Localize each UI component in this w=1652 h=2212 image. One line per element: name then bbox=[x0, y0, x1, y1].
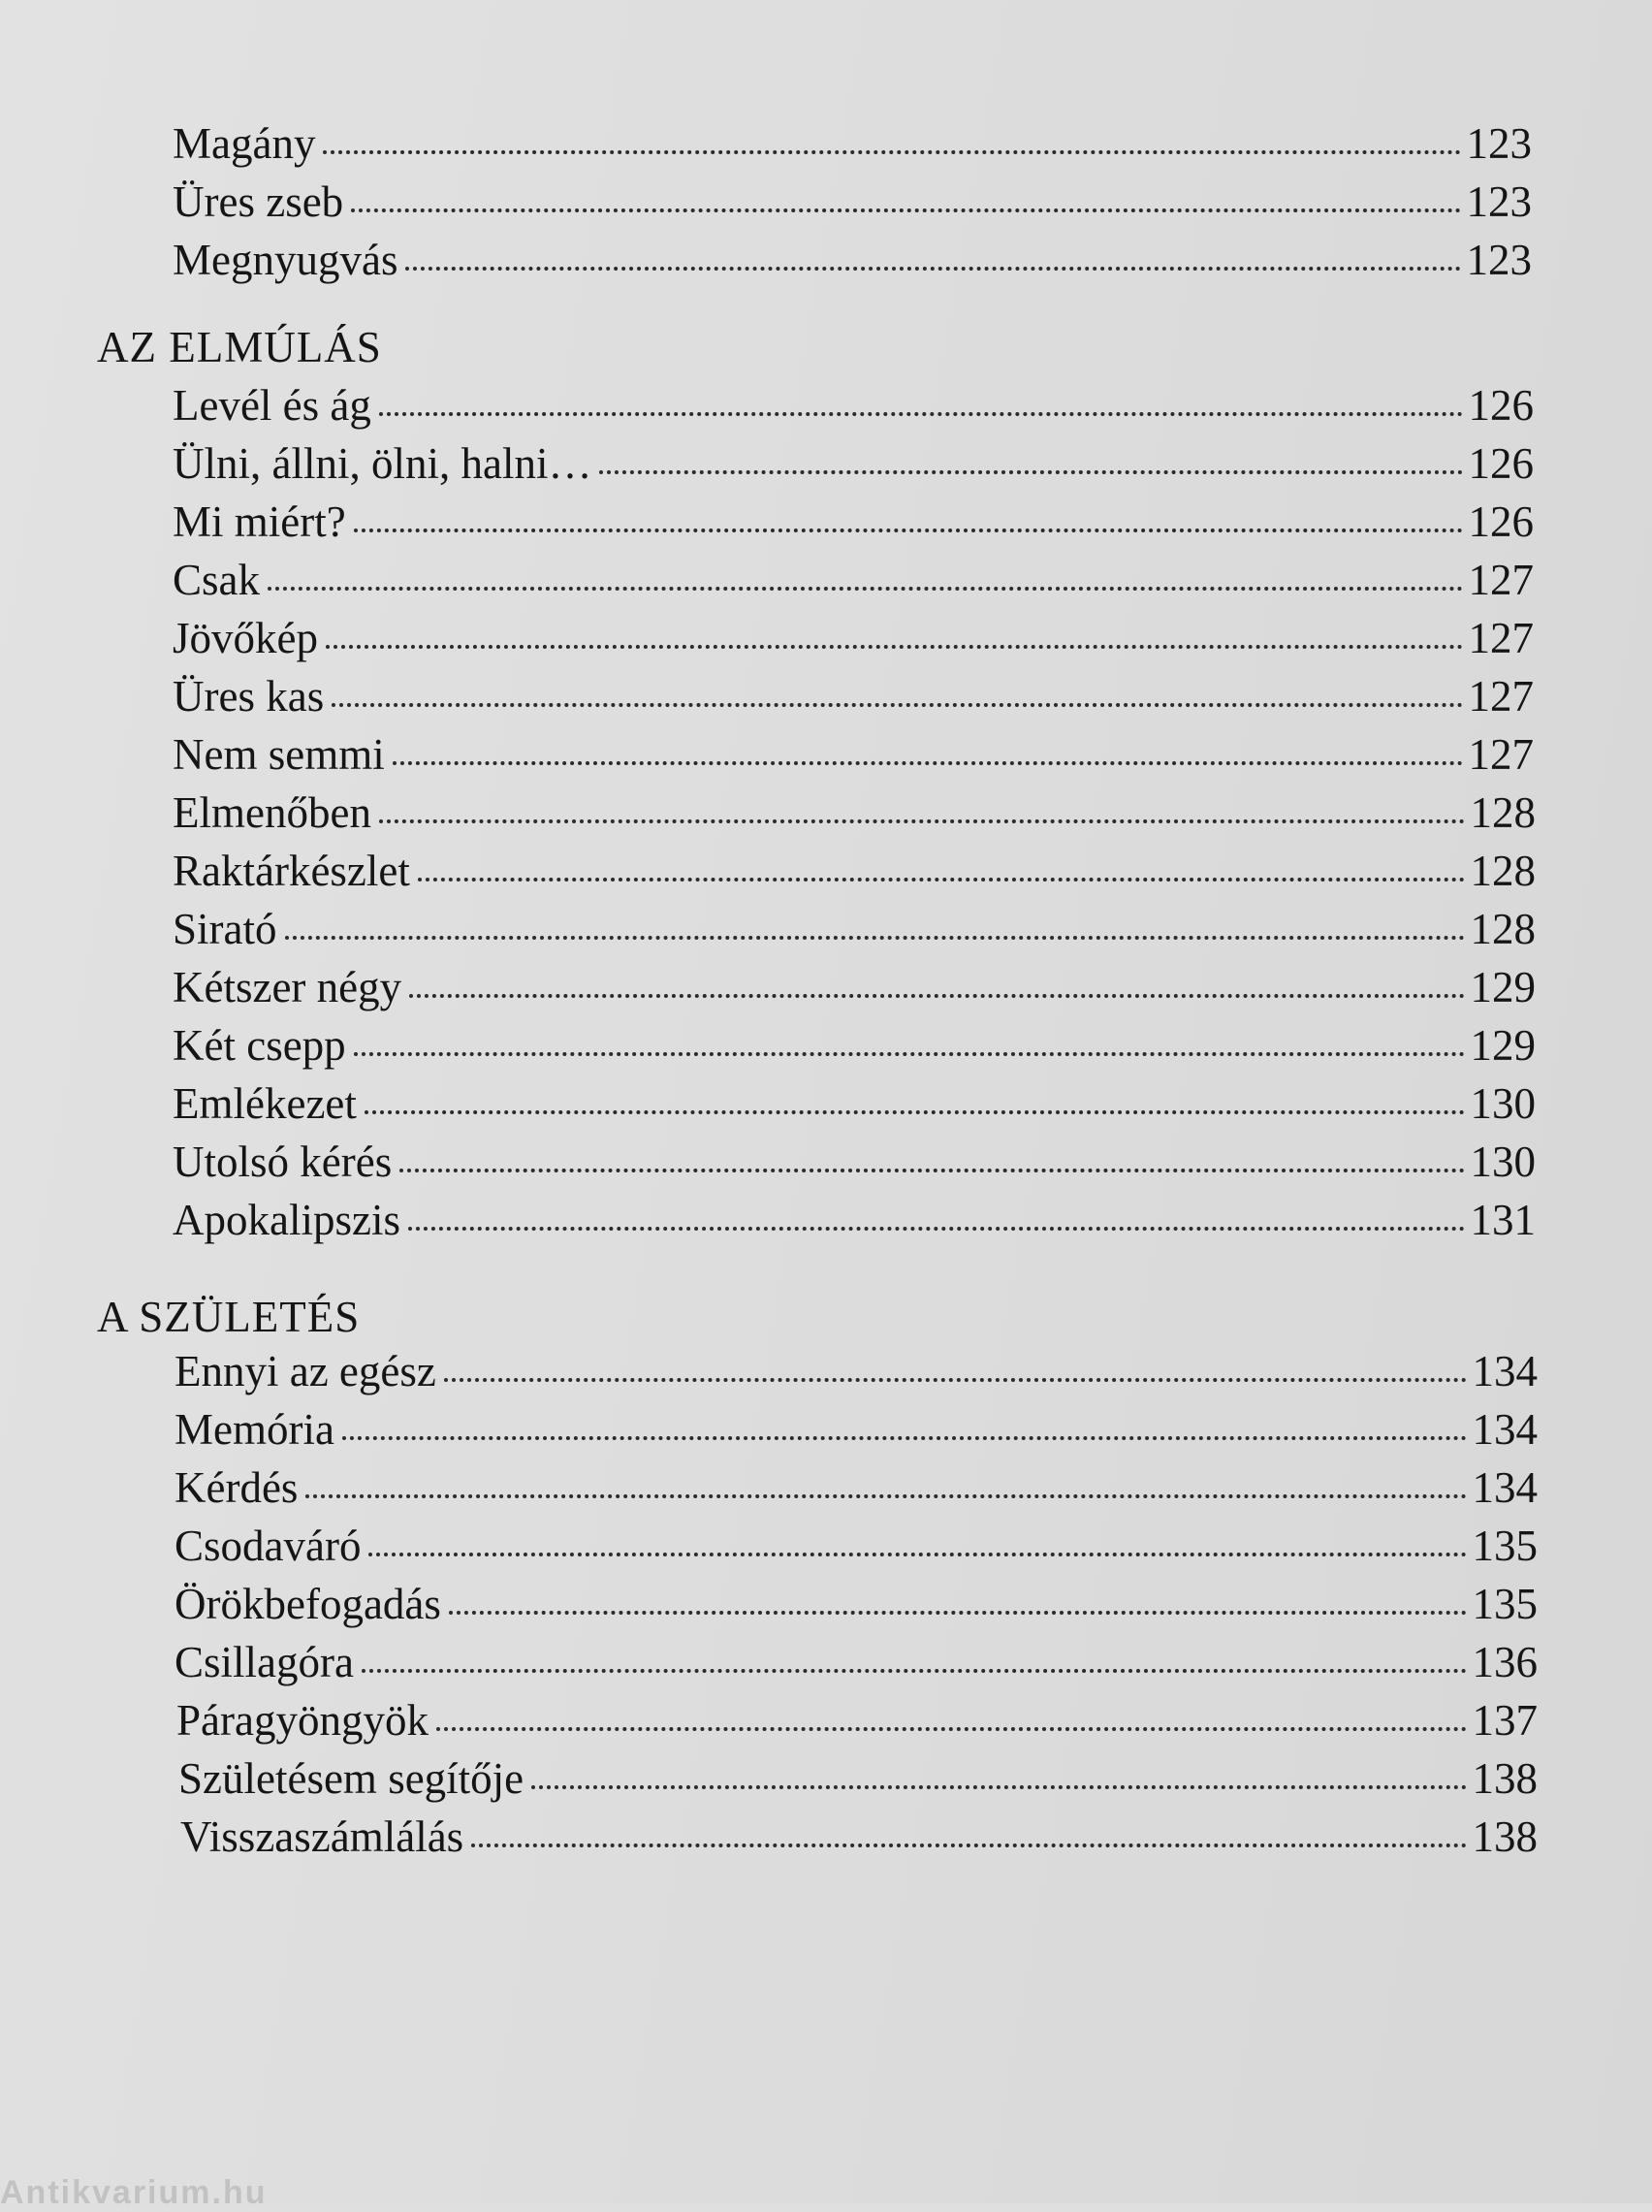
toc-entry-page: 134 bbox=[1472, 1463, 1538, 1512]
dot-leader bbox=[399, 1169, 1464, 1172]
toc-entry-page: 138 bbox=[1472, 1812, 1538, 1861]
toc-entry-page: 129 bbox=[1470, 1021, 1536, 1070]
toc-entry-page: 136 bbox=[1472, 1638, 1538, 1686]
toc-entry-title: Örökbefogadás bbox=[175, 1580, 441, 1628]
toc-entry-title: Ennyi az egész bbox=[175, 1347, 436, 1395]
toc-entry bbox=[173, 1016, 1536, 1074]
toc-entry-page: 127 bbox=[1468, 672, 1534, 721]
toc-entry bbox=[173, 900, 1536, 958]
toc-entry bbox=[175, 1517, 1538, 1575]
toc-entry-page: 134 bbox=[1472, 1347, 1538, 1395]
watermark-text: Antikvarium.hu bbox=[0, 2174, 268, 2211]
toc-entry-title: Elmenőben bbox=[173, 788, 371, 837]
dot-leader bbox=[326, 645, 1463, 649]
toc-entry-page: 128 bbox=[1470, 905, 1536, 953]
toc-entry-page: 123 bbox=[1466, 236, 1532, 284]
dot-leader bbox=[379, 412, 1463, 416]
toc-entry bbox=[173, 376, 1534, 434]
dot-leader bbox=[354, 1052, 1465, 1056]
toc-entry-page: 128 bbox=[1470, 847, 1536, 895]
toc-entry-title: Két csepp bbox=[173, 1021, 346, 1070]
toc-entry-title: Levél és ág bbox=[173, 381, 371, 430]
toc-entry-page: 123 bbox=[1466, 177, 1532, 226]
dot-leader bbox=[351, 208, 1460, 212]
dot-leader bbox=[305, 1494, 1466, 1498]
dot-leader bbox=[285, 936, 1465, 940]
toc-entry-page: 138 bbox=[1472, 1754, 1538, 1803]
toc-entry-title: Jövőkép bbox=[173, 614, 318, 662]
dot-leader bbox=[409, 994, 1464, 998]
toc-entry-page: 126 bbox=[1468, 439, 1534, 488]
dot-leader bbox=[393, 761, 1463, 765]
toc-entry-title: Csodaváró bbox=[175, 1522, 362, 1570]
toc-entry-title: Üres kas bbox=[173, 672, 325, 721]
toc-entry bbox=[175, 1459, 1538, 1517]
toc-entry bbox=[173, 1191, 1536, 1249]
section-heading: A SZÜLETÉS bbox=[97, 1293, 361, 1341]
toc-entry bbox=[180, 1808, 1538, 1866]
toc-entry bbox=[173, 1074, 1536, 1133]
toc-entry-title: Raktárkészlet bbox=[173, 847, 410, 895]
dot-leader bbox=[379, 819, 1465, 823]
toc-entry-page: 126 bbox=[1468, 497, 1534, 546]
toc-entry-title: Nem semmi bbox=[173, 730, 385, 779]
toc-entry bbox=[173, 551, 1534, 609]
toc-entry-title: Mi miért? bbox=[173, 497, 346, 546]
toc-entry-title: Páragyöngyök bbox=[176, 1696, 429, 1745]
toc-entry-page: 135 bbox=[1472, 1522, 1538, 1570]
toc-entry-title: Csak bbox=[173, 556, 260, 604]
toc-entry bbox=[173, 784, 1536, 842]
toc-entry-page: 127 bbox=[1468, 614, 1534, 662]
toc-entry bbox=[173, 609, 1534, 667]
toc-entry-title: Memória bbox=[175, 1405, 334, 1454]
dot-leader bbox=[418, 878, 1465, 882]
toc-entry bbox=[173, 173, 1532, 231]
toc-entry bbox=[173, 842, 1536, 900]
dot-leader bbox=[332, 703, 1462, 707]
dot-leader bbox=[342, 1436, 1467, 1440]
toc-entry-page: 135 bbox=[1472, 1580, 1538, 1628]
toc-entry bbox=[173, 725, 1534, 784]
toc-entry-page: 127 bbox=[1468, 556, 1534, 604]
toc-entry-title: Visszaszámlálás bbox=[180, 1812, 464, 1861]
dot-leader bbox=[531, 1785, 1466, 1789]
toc-entry-title: Születésem segítője bbox=[178, 1754, 524, 1803]
toc-entry bbox=[173, 1133, 1536, 1191]
dot-leader bbox=[471, 1843, 1466, 1847]
toc-entry-page: 127 bbox=[1468, 730, 1534, 779]
toc-entry-page: 131 bbox=[1470, 1196, 1536, 1244]
toc-entry bbox=[178, 1749, 1538, 1808]
dot-leader bbox=[449, 1611, 1467, 1615]
toc-entry bbox=[173, 958, 1536, 1016]
section-heading: AZ ELMÚLÁS bbox=[97, 323, 382, 371]
toc-entry-page: 128 bbox=[1470, 788, 1536, 837]
toc-entry-title: Magány bbox=[173, 119, 316, 168]
dot-leader bbox=[405, 267, 1460, 271]
toc-entry-title: Utolsó kérés bbox=[173, 1138, 393, 1186]
toc-entry-title: Sirató bbox=[173, 905, 277, 953]
toc-entry bbox=[175, 1342, 1538, 1400]
toc-entry-title: Kérdés bbox=[175, 1463, 299, 1512]
dot-leader bbox=[323, 150, 1460, 154]
toc-entry bbox=[173, 493, 1534, 551]
dot-leader bbox=[444, 1378, 1467, 1382]
toc-entry-title: Megnyugvás bbox=[173, 236, 398, 284]
toc-entry-title: Kétszer négy bbox=[173, 963, 402, 1011]
toc-entry-title: Emlékezet bbox=[173, 1079, 357, 1128]
toc-entry bbox=[175, 1400, 1538, 1459]
dot-leader bbox=[368, 1553, 1466, 1556]
toc-entry-title: Apokalipszis bbox=[173, 1196, 400, 1244]
toc-entry-page: 123 bbox=[1466, 119, 1532, 168]
dot-leader bbox=[268, 587, 1463, 591]
toc-entry bbox=[173, 231, 1532, 289]
toc-entry-page: 134 bbox=[1472, 1405, 1538, 1454]
toc-entry bbox=[176, 1691, 1538, 1749]
dot-leader bbox=[362, 1669, 1467, 1673]
toc-entry-page: 126 bbox=[1468, 381, 1534, 430]
toc-entry bbox=[173, 434, 1534, 493]
dot-leader bbox=[365, 1110, 1465, 1114]
dot-leader bbox=[599, 470, 1462, 474]
dot-leader bbox=[436, 1727, 1467, 1731]
toc-entry-title: Üres zseb bbox=[173, 177, 344, 226]
toc-entry-page: 130 bbox=[1470, 1138, 1536, 1186]
toc-entry-page: 137 bbox=[1472, 1696, 1538, 1745]
toc-entry-page: 129 bbox=[1470, 963, 1536, 1011]
toc-entry bbox=[173, 114, 1532, 173]
toc-entry-title: Ülni, állni, ölni, halni… bbox=[173, 439, 592, 488]
toc-entry-page: 130 bbox=[1470, 1079, 1536, 1128]
dot-leader bbox=[408, 1227, 1465, 1231]
toc-entry bbox=[175, 1633, 1538, 1691]
toc-entry bbox=[173, 667, 1534, 725]
toc-entry-title: Csillagóra bbox=[175, 1638, 354, 1686]
dot-leader bbox=[354, 529, 1463, 532]
toc-entry bbox=[175, 1575, 1538, 1633]
